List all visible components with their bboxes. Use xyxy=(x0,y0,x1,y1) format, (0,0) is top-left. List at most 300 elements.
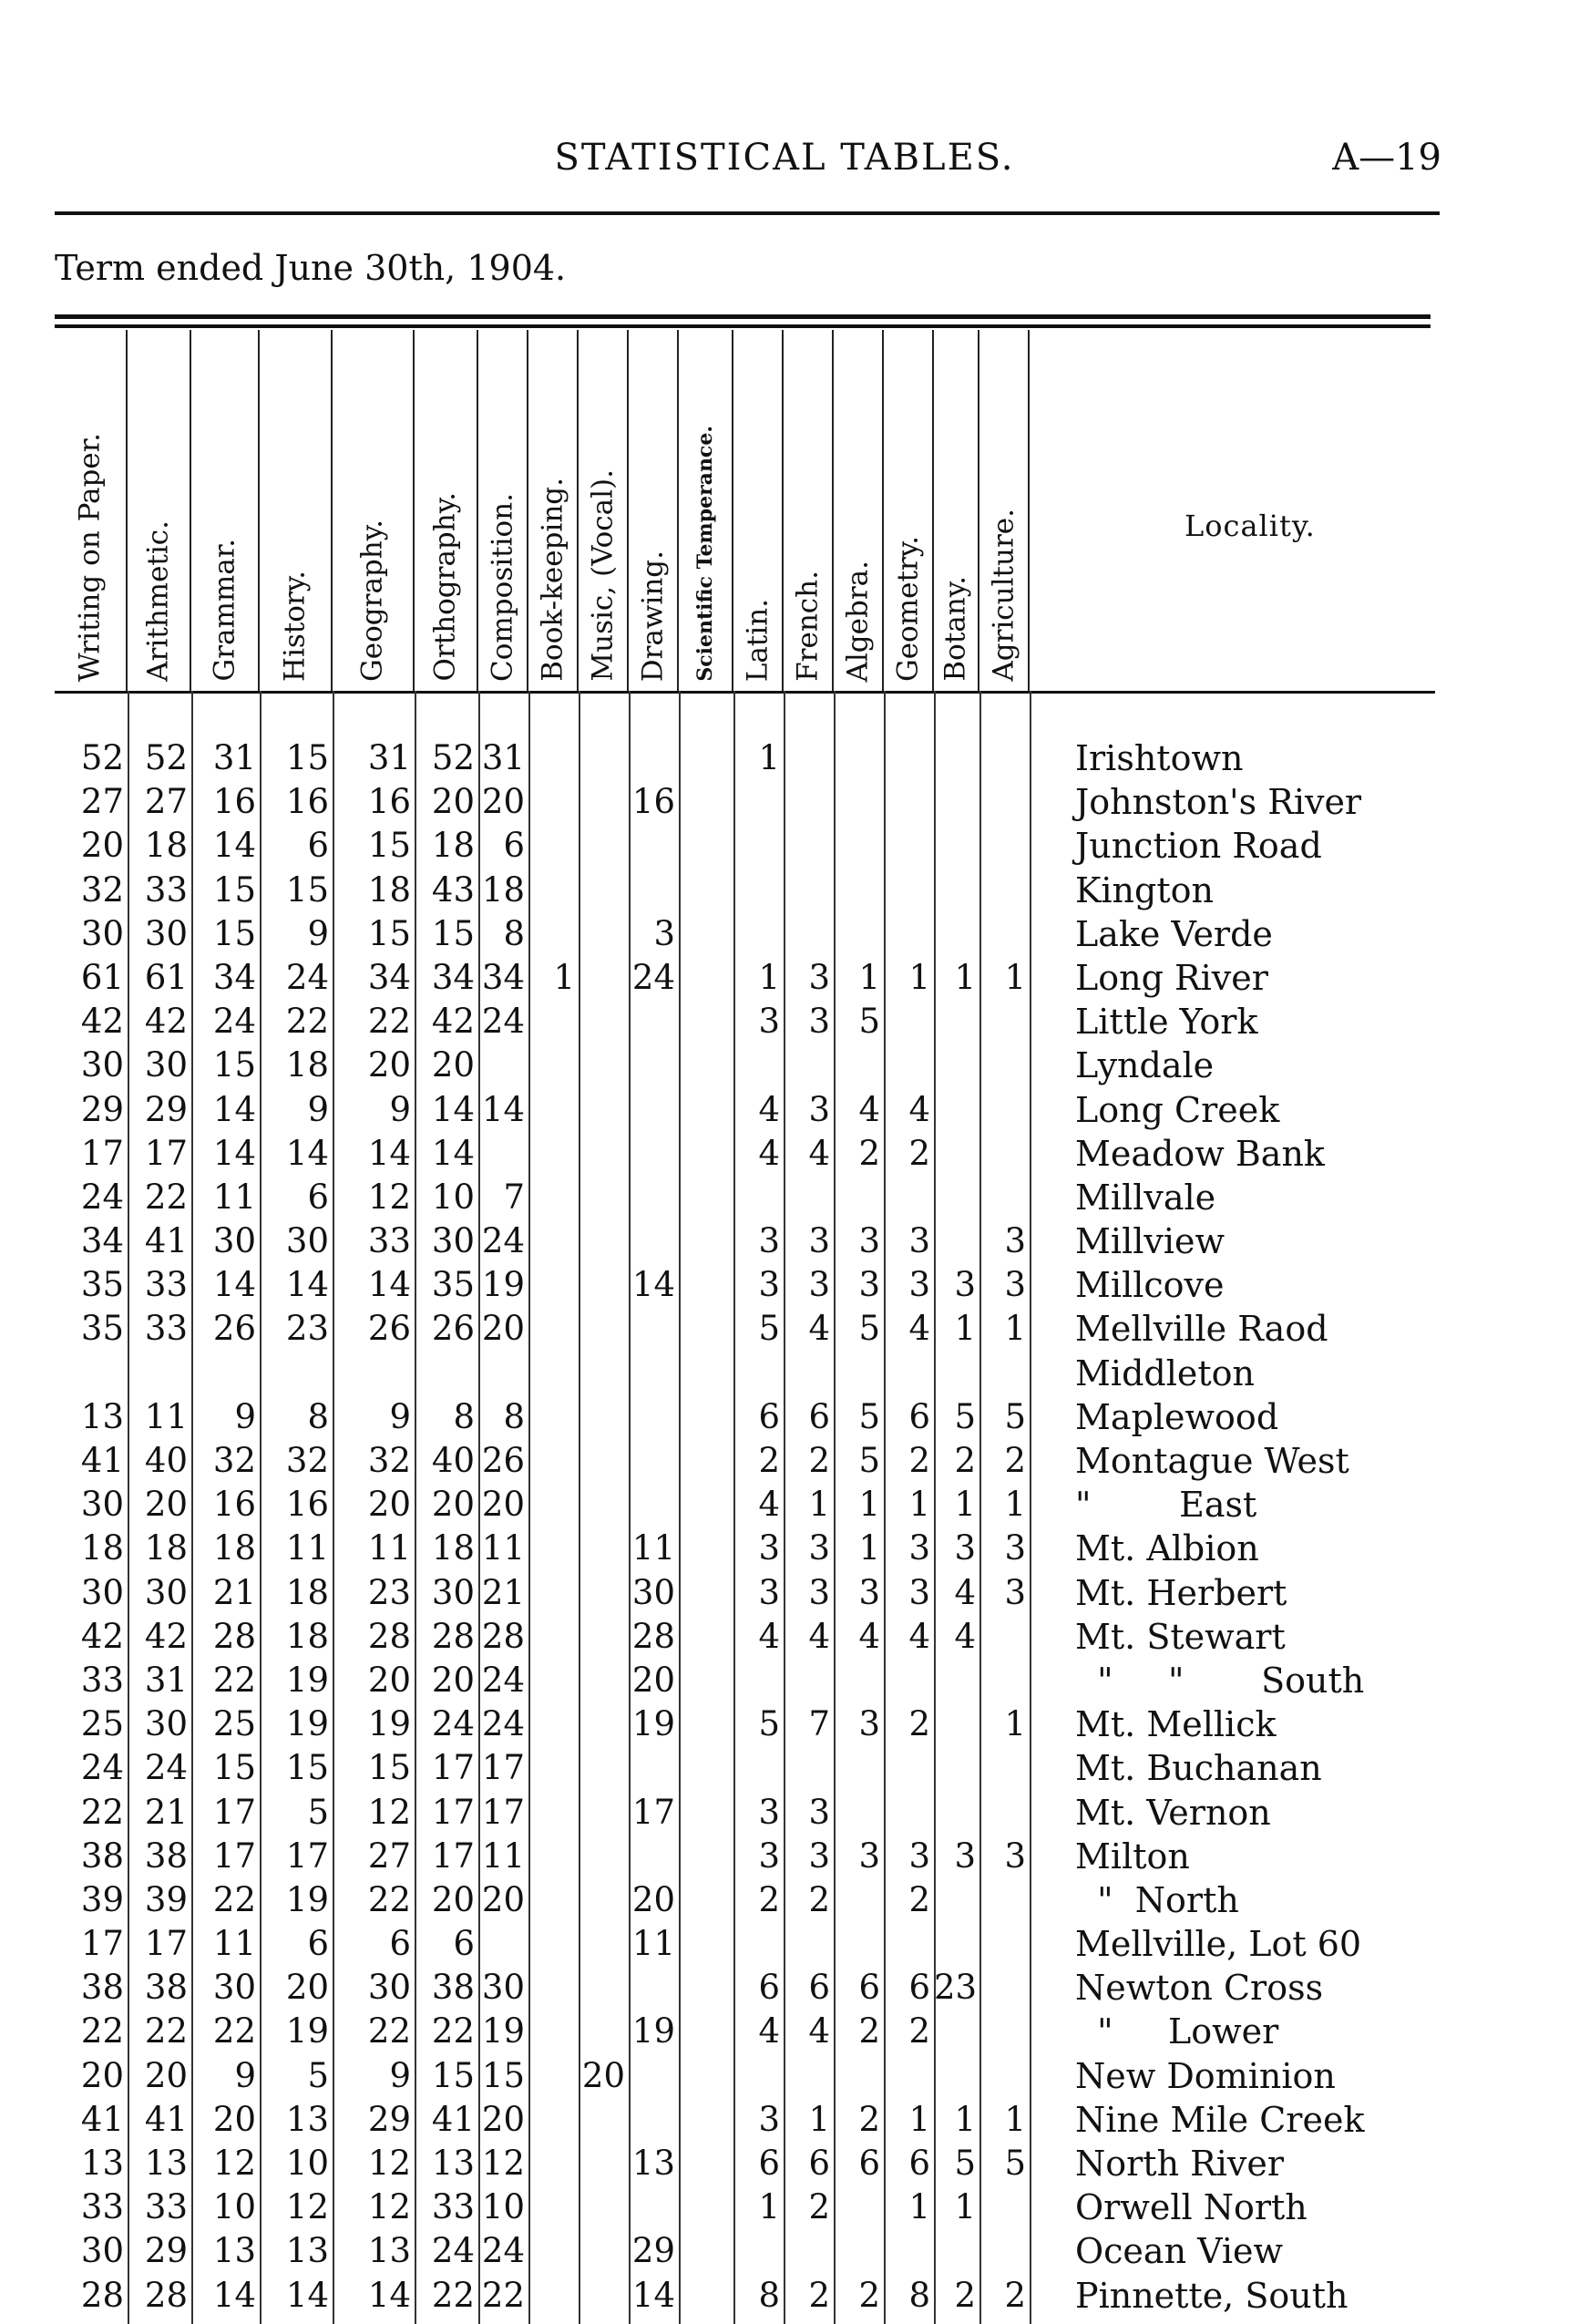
cell-bookkeeping xyxy=(528,1219,579,1263)
cell-drawing xyxy=(629,2098,679,2142)
cell-grammar: 25 xyxy=(212,1704,256,1744)
cell-arithmetic: 38 xyxy=(144,1836,188,1876)
cell-music xyxy=(579,1132,629,1176)
cell-geography: 9 xyxy=(389,1396,411,1436)
cell-orthography: 20 xyxy=(431,1879,475,1919)
cell-writing: 22 xyxy=(80,1792,124,1832)
column-headers xyxy=(55,330,1030,691)
cell-history: 9 xyxy=(307,1089,329,1129)
cell-arithmetic: 41 xyxy=(144,1221,188,1261)
cell-geometry: 2 xyxy=(908,1879,930,1919)
cell-writing: 28 xyxy=(80,2275,124,2315)
cell-latin: 1 xyxy=(758,957,780,997)
cell-writing: 33 xyxy=(80,2187,124,2227)
cell-geometry: 1 xyxy=(908,2099,930,2139)
cell-bookkeeping xyxy=(528,1483,579,1527)
cell-writing: 30 xyxy=(80,1045,124,1085)
cell-geography: 12 xyxy=(367,1792,411,1832)
cell-french: 3 xyxy=(808,1572,830,1612)
cell-arithmetic: 40 xyxy=(144,1441,188,1480)
cell-history: 11 xyxy=(285,1528,329,1568)
cell-music xyxy=(579,1352,629,1395)
cell-grammar: 11 xyxy=(212,1924,256,1964)
cell-agriculture: 3 xyxy=(1004,1221,1026,1261)
cell-geometry xyxy=(884,780,934,824)
table-row xyxy=(55,1044,1513,1087)
cell-grammar: 17 xyxy=(212,1836,256,1876)
cell-music: 20 xyxy=(581,2055,625,2095)
cell-latin: 3 xyxy=(758,1572,780,1612)
cell-geometry: 6 xyxy=(908,1396,930,1436)
column-header-history xyxy=(260,330,333,691)
cell-algebra: 4 xyxy=(858,1616,880,1656)
cell-bookkeeping xyxy=(528,912,579,956)
cell-orthography: 18 xyxy=(431,826,475,866)
cell-agriculture xyxy=(979,736,1030,780)
table-row xyxy=(55,1219,1513,1263)
cell-bookkeeping xyxy=(528,2010,579,2053)
cell-history: 24 xyxy=(285,957,329,997)
column-header-label: Agriculture. xyxy=(987,509,1020,682)
cell-grammar: 12 xyxy=(212,2144,256,2183)
cell-history: 12 xyxy=(285,2187,329,2227)
cell-writing: 17 xyxy=(80,1924,124,1964)
cell-french: 4 xyxy=(808,1616,830,1656)
cell-botany: 1 xyxy=(954,1309,976,1349)
cell-bookkeeping xyxy=(528,1922,579,1966)
locality-name: Junction Road xyxy=(1075,826,1322,867)
cell-drawing xyxy=(629,1352,679,1395)
cell-history: 20 xyxy=(285,1968,329,2008)
cell-botany xyxy=(934,1000,979,1044)
cell-drawing xyxy=(629,2054,679,2098)
cell-composition: 18 xyxy=(481,869,525,910)
cell-temperance xyxy=(679,1439,733,1483)
cell-composition: 20 xyxy=(481,1309,525,1349)
cell-agriculture: 1 xyxy=(1004,1309,1026,1349)
cell-temperance xyxy=(679,1307,733,1351)
cell-composition xyxy=(478,1352,528,1395)
cell-composition: 12 xyxy=(481,2144,525,2183)
cell-arithmetic: 30 xyxy=(144,913,188,953)
cell-bookkeeping xyxy=(528,1439,579,1483)
cell-history: 5 xyxy=(307,1792,329,1832)
cell-composition: 14 xyxy=(481,1089,525,1129)
cell-botany: 5 xyxy=(954,1396,976,1436)
cell-latin xyxy=(733,1044,784,1087)
cell-algebra: 6 xyxy=(858,2144,880,2183)
cell-history: 16 xyxy=(285,1485,329,1525)
cell-latin xyxy=(733,912,784,956)
cell-botany xyxy=(934,2054,979,2098)
cell-drawing xyxy=(629,1439,679,1483)
cell-music xyxy=(579,780,629,824)
column-header-label: Book-keeping. xyxy=(536,478,569,682)
cell-bookkeeping xyxy=(528,2142,579,2185)
cell-french xyxy=(784,1746,834,1790)
cell-french: 1 xyxy=(808,1485,830,1525)
locality-name: Millcove xyxy=(1075,1265,1225,1306)
column-header-grammar xyxy=(191,330,260,691)
cell-arithmetic: 18 xyxy=(144,1528,188,1568)
cell-latin: 3 xyxy=(758,1528,780,1568)
table-row xyxy=(55,2229,1513,2273)
cell-agriculture: 3 xyxy=(1004,1528,1026,1568)
cell-drawing: 3 xyxy=(653,913,675,953)
cell-bookkeeping xyxy=(528,1352,579,1395)
table-row xyxy=(55,1746,1513,1790)
cell-french: 6 xyxy=(808,1396,830,1436)
cell-french: 2 xyxy=(808,2275,830,2315)
cell-writing: 30 xyxy=(80,1485,124,1525)
column-header-french xyxy=(784,330,834,691)
cell-composition: 20 xyxy=(481,1485,525,1525)
cell-history: 14 xyxy=(285,1265,329,1305)
cell-agriculture xyxy=(979,1352,1030,1395)
cell-bookkeeping xyxy=(528,736,579,780)
statistics-table xyxy=(55,736,1513,2318)
cell-music xyxy=(579,1571,629,1615)
cell-bookkeeping xyxy=(528,1176,579,1219)
cell-botany: 2 xyxy=(954,2275,976,2315)
cell-music xyxy=(579,1000,629,1044)
cell-music xyxy=(579,2098,629,2142)
column-header-bookkeeping xyxy=(528,330,579,691)
cell-music xyxy=(579,2229,629,2273)
cell-history: 19 xyxy=(285,1879,329,1919)
cell-drawing xyxy=(629,1307,679,1351)
cell-temperance xyxy=(679,1483,733,1527)
cell-temperance xyxy=(679,1219,733,1263)
cell-french xyxy=(784,2054,834,2098)
cell-writing: 41 xyxy=(80,2099,124,2139)
cell-geography: 9 xyxy=(389,1089,411,1129)
cell-botany xyxy=(934,1878,979,1922)
cell-orthography: 14 xyxy=(431,1089,475,1129)
table-row xyxy=(55,736,1513,780)
cell-arithmetic: 39 xyxy=(144,1879,188,1919)
table-row xyxy=(55,2010,1513,2053)
cell-agriculture xyxy=(979,1922,1030,1966)
cell-arithmetic: 61 xyxy=(144,957,188,997)
cell-french: 3 xyxy=(808,1528,830,1568)
cell-composition: 15 xyxy=(481,2055,525,2095)
cell-orthography: 20 xyxy=(431,1045,475,1085)
cell-latin xyxy=(733,2229,784,2273)
column-header-label: Arithmetic. xyxy=(141,520,175,682)
cell-composition: 24 xyxy=(481,1221,525,1261)
cell-grammar: 11 xyxy=(212,1177,256,1217)
cell-temperance xyxy=(679,2010,733,2053)
cell-composition: 28 xyxy=(481,1616,525,1656)
cell-latin: 1 xyxy=(758,738,780,777)
cell-writing: 29 xyxy=(80,1089,124,1129)
cell-arithmetic: 33 xyxy=(144,1309,188,1349)
cell-temperance xyxy=(679,1263,733,1307)
cell-music xyxy=(579,912,629,956)
cell-geography: 12 xyxy=(367,2187,411,2227)
cell-geography: 22 xyxy=(367,2011,411,2051)
cell-arithmetic: 29 xyxy=(144,1089,188,1129)
cell-grammar: 14 xyxy=(212,826,256,866)
cell-orthography: 38 xyxy=(431,1968,475,2008)
cell-agriculture xyxy=(979,1615,1030,1659)
cell-orthography: 15 xyxy=(431,913,475,953)
table-row xyxy=(55,956,1513,1000)
cell-algebra xyxy=(834,736,884,780)
locality-name: Orwell North xyxy=(1075,2187,1308,2228)
column-header-label: Drawing. xyxy=(636,550,669,682)
table-row xyxy=(55,1791,1513,1835)
cell-geometry xyxy=(884,1000,934,1044)
cell-composition: 17 xyxy=(481,1792,525,1832)
cell-grammar: 21 xyxy=(212,1572,256,1612)
cell-composition: 34 xyxy=(481,957,525,997)
cell-arithmetic: 52 xyxy=(144,738,188,777)
cell-composition: 30 xyxy=(481,1968,525,2008)
cell-geometry: 6 xyxy=(908,2144,930,2183)
column-header-drawing xyxy=(629,330,679,691)
cell-bookkeeping xyxy=(528,2098,579,2142)
cell-drawing: 19 xyxy=(631,2011,675,2051)
locality-name: Mellville, Lot 60 xyxy=(1075,1924,1362,1965)
cell-music xyxy=(579,1044,629,1087)
cell-music xyxy=(579,1395,629,1439)
cell-temperance xyxy=(679,956,733,1000)
column-header-agriculture xyxy=(979,330,1030,691)
cell-drawing: 20 xyxy=(631,1879,675,1919)
cell-writing: 20 xyxy=(80,826,124,866)
cell-agriculture xyxy=(979,1000,1030,1044)
locality-name: Millvale xyxy=(1075,1177,1216,1218)
cell-temperance xyxy=(679,1702,733,1746)
cell-temperance xyxy=(679,912,733,956)
table-row xyxy=(55,824,1513,868)
cell-algebra: 3 xyxy=(858,1265,880,1305)
table-row xyxy=(55,1527,1513,1570)
cell-grammar: 15 xyxy=(212,913,256,953)
cell-geometry: 3 xyxy=(908,1572,930,1612)
cell-geography: 6 xyxy=(389,1924,411,1964)
locality-name: " North xyxy=(1075,1879,1239,1920)
cell-algebra: 2 xyxy=(858,2275,880,2315)
cell-grammar: 9 xyxy=(234,1396,256,1436)
cell-writing: 41 xyxy=(80,1441,124,1480)
cell-algebra xyxy=(834,912,884,956)
cell-latin xyxy=(733,1352,784,1395)
cell-composition: 20 xyxy=(481,2099,525,2139)
cell-geometry xyxy=(884,824,934,868)
cell-geography: 20 xyxy=(367,1660,411,1700)
column-header-label: Music, (Vocal). xyxy=(586,469,619,682)
cell-geometry: 3 xyxy=(908,1221,930,1261)
cell-agriculture xyxy=(979,1132,1030,1176)
cell-agriculture xyxy=(979,869,1030,912)
cell-agriculture xyxy=(979,1791,1030,1835)
cell-algebra xyxy=(834,869,884,912)
cell-geometry xyxy=(884,1791,934,1835)
cell-algebra xyxy=(834,1791,884,1835)
column-header-label: Grammar. xyxy=(208,539,241,682)
table-row xyxy=(55,1702,1513,1746)
cell-writing: 35 xyxy=(80,1309,124,1349)
cell-bookkeeping xyxy=(528,1527,579,1570)
cell-writing: 18 xyxy=(80,1528,124,1568)
cell-grammar: 13 xyxy=(212,2231,256,2271)
cell-geometry: 4 xyxy=(908,1309,930,1349)
cell-history: 19 xyxy=(285,1660,329,1700)
cell-orthography: 14 xyxy=(431,1133,475,1173)
cell-latin xyxy=(733,780,784,824)
cell-drawing: 20 xyxy=(631,1660,675,1700)
cell-botany xyxy=(934,1044,979,1087)
cell-algebra: 5 xyxy=(858,1441,880,1480)
cell-temperance xyxy=(679,1791,733,1835)
cell-latin xyxy=(733,1746,784,1790)
cell-french: 4 xyxy=(808,1309,830,1349)
cell-writing: 42 xyxy=(80,1002,124,1042)
cell-botany: 1 xyxy=(954,2187,976,2227)
cell-algebra xyxy=(834,1044,884,1087)
cell-drawing: 28 xyxy=(631,1616,675,1656)
cell-grammar: 22 xyxy=(212,1879,256,1919)
cell-orthography: 26 xyxy=(431,1309,475,1349)
cell-temperance xyxy=(679,1659,733,1702)
locality-name: Mt. Stewart xyxy=(1075,1616,1286,1657)
cell-orthography: 17 xyxy=(431,1792,475,1832)
cell-bookkeeping xyxy=(528,2054,579,2098)
cell-geography: 12 xyxy=(367,1177,411,1217)
cell-algebra xyxy=(834,1659,884,1702)
cell-arithmetic: 20 xyxy=(144,2055,188,2095)
cell-history: 13 xyxy=(285,2099,329,2139)
cell-composition: 8 xyxy=(503,1396,525,1436)
table-row xyxy=(55,1000,1513,1044)
cell-history: 10 xyxy=(285,2144,329,2183)
cell-history: 13 xyxy=(285,2231,329,2271)
cell-music xyxy=(579,869,629,912)
cell-history: 6 xyxy=(307,826,329,866)
cell-music xyxy=(579,2185,629,2229)
cell-temperance xyxy=(679,824,733,868)
cell-geometry xyxy=(884,1352,934,1395)
cell-arithmetic: 29 xyxy=(144,2231,188,2271)
page-title: STATISTICAL TABLES. xyxy=(554,137,1015,179)
cell-geography: 14 xyxy=(367,1265,411,1305)
cell-agriculture xyxy=(979,2054,1030,2098)
cell-grammar: 14 xyxy=(212,1133,256,1173)
cell-agriculture: 1 xyxy=(1004,1704,1026,1744)
cell-geography: 34 xyxy=(367,957,411,997)
cell-geometry xyxy=(884,2229,934,2273)
cell-composition: 11 xyxy=(481,1836,525,1876)
cell-drawing xyxy=(629,1746,679,1790)
cell-music xyxy=(579,1263,629,1307)
cell-history: 23 xyxy=(285,1309,329,1349)
cell-bookkeeping xyxy=(528,1307,579,1351)
cell-latin xyxy=(733,869,784,912)
cell-writing: 17 xyxy=(80,1133,124,1173)
cell-grammar: 10 xyxy=(212,2187,256,2227)
cell-history xyxy=(260,1352,333,1395)
cell-algebra: 3 xyxy=(858,1572,880,1612)
cell-bookkeeping xyxy=(528,1746,579,1790)
cell-history: 32 xyxy=(285,1441,329,1480)
cell-composition xyxy=(478,1132,528,1176)
cell-temperance xyxy=(679,1835,733,1878)
cell-writing: 38 xyxy=(80,1968,124,2008)
column-header-geography xyxy=(333,330,415,691)
cell-geography: 14 xyxy=(367,2275,411,2315)
cell-agriculture xyxy=(979,1966,1030,2010)
cell-grammar: 16 xyxy=(212,1485,256,1525)
cell-writing: 20 xyxy=(80,2055,124,2095)
cell-algebra: 1 xyxy=(858,1528,880,1568)
cell-geometry: 1 xyxy=(908,2187,930,2227)
cell-bookkeeping xyxy=(528,1395,579,1439)
locality-name: New Dominion xyxy=(1075,2055,1336,2096)
cell-latin xyxy=(733,2054,784,2098)
cell-latin: 1 xyxy=(758,2187,780,2227)
table-top-rule xyxy=(55,314,1431,319)
cell-writing: 39 xyxy=(80,1879,124,1919)
locality-name: Middleton xyxy=(1075,1352,1255,1393)
cell-music xyxy=(579,2010,629,2053)
cell-botany xyxy=(934,2229,979,2273)
column-header-latin xyxy=(733,330,784,691)
cell-latin: 4 xyxy=(758,1133,780,1173)
cell-drawing: 29 xyxy=(631,2231,675,2271)
cell-music xyxy=(579,824,629,868)
cell-composition: 19 xyxy=(481,1265,525,1305)
cell-algebra xyxy=(834,1176,884,1219)
cell-french: 7 xyxy=(808,1704,830,1744)
table-row xyxy=(55,1878,1513,1922)
top-rule xyxy=(55,211,1440,215)
cell-temperance xyxy=(679,736,733,780)
cell-botany: 1 xyxy=(954,1485,976,1525)
cell-botany: 4 xyxy=(954,1572,976,1612)
locality-name: Montague West xyxy=(1075,1441,1349,1481)
cell-geometry xyxy=(884,1746,934,1790)
cell-latin: 3 xyxy=(758,1836,780,1876)
cell-writing: 13 xyxy=(80,1396,124,1436)
table-row xyxy=(55,1571,1513,1615)
cell-algebra: 2 xyxy=(858,1133,880,1173)
cell-bookkeeping xyxy=(528,1088,579,1132)
column-header-label: Geometry. xyxy=(891,535,924,682)
column-header-algebra xyxy=(834,330,884,691)
cell-agriculture: 5 xyxy=(1004,1396,1026,1436)
cell-french: 1 xyxy=(808,2099,830,2139)
cell-latin: 3 xyxy=(758,1002,780,1042)
cell-agriculture xyxy=(979,912,1030,956)
column-header-writing xyxy=(55,330,128,691)
cell-history: 6 xyxy=(307,1177,329,1217)
cell-temperance xyxy=(679,1922,733,1966)
cell-arithmetic: 30 xyxy=(144,1572,188,1612)
cell-geometry xyxy=(884,1176,934,1219)
table-row xyxy=(55,1835,1513,1878)
cell-geography: 19 xyxy=(367,1704,411,1744)
cell-latin: 3 xyxy=(758,1221,780,1261)
cell-latin: 3 xyxy=(758,1265,780,1305)
cell-orthography: 30 xyxy=(431,1221,475,1261)
cell-geography: 15 xyxy=(367,913,411,953)
cell-temperance xyxy=(679,1088,733,1132)
locality-name: Pinnette, South xyxy=(1075,2275,1349,2316)
cell-composition: 17 xyxy=(481,1748,525,1788)
